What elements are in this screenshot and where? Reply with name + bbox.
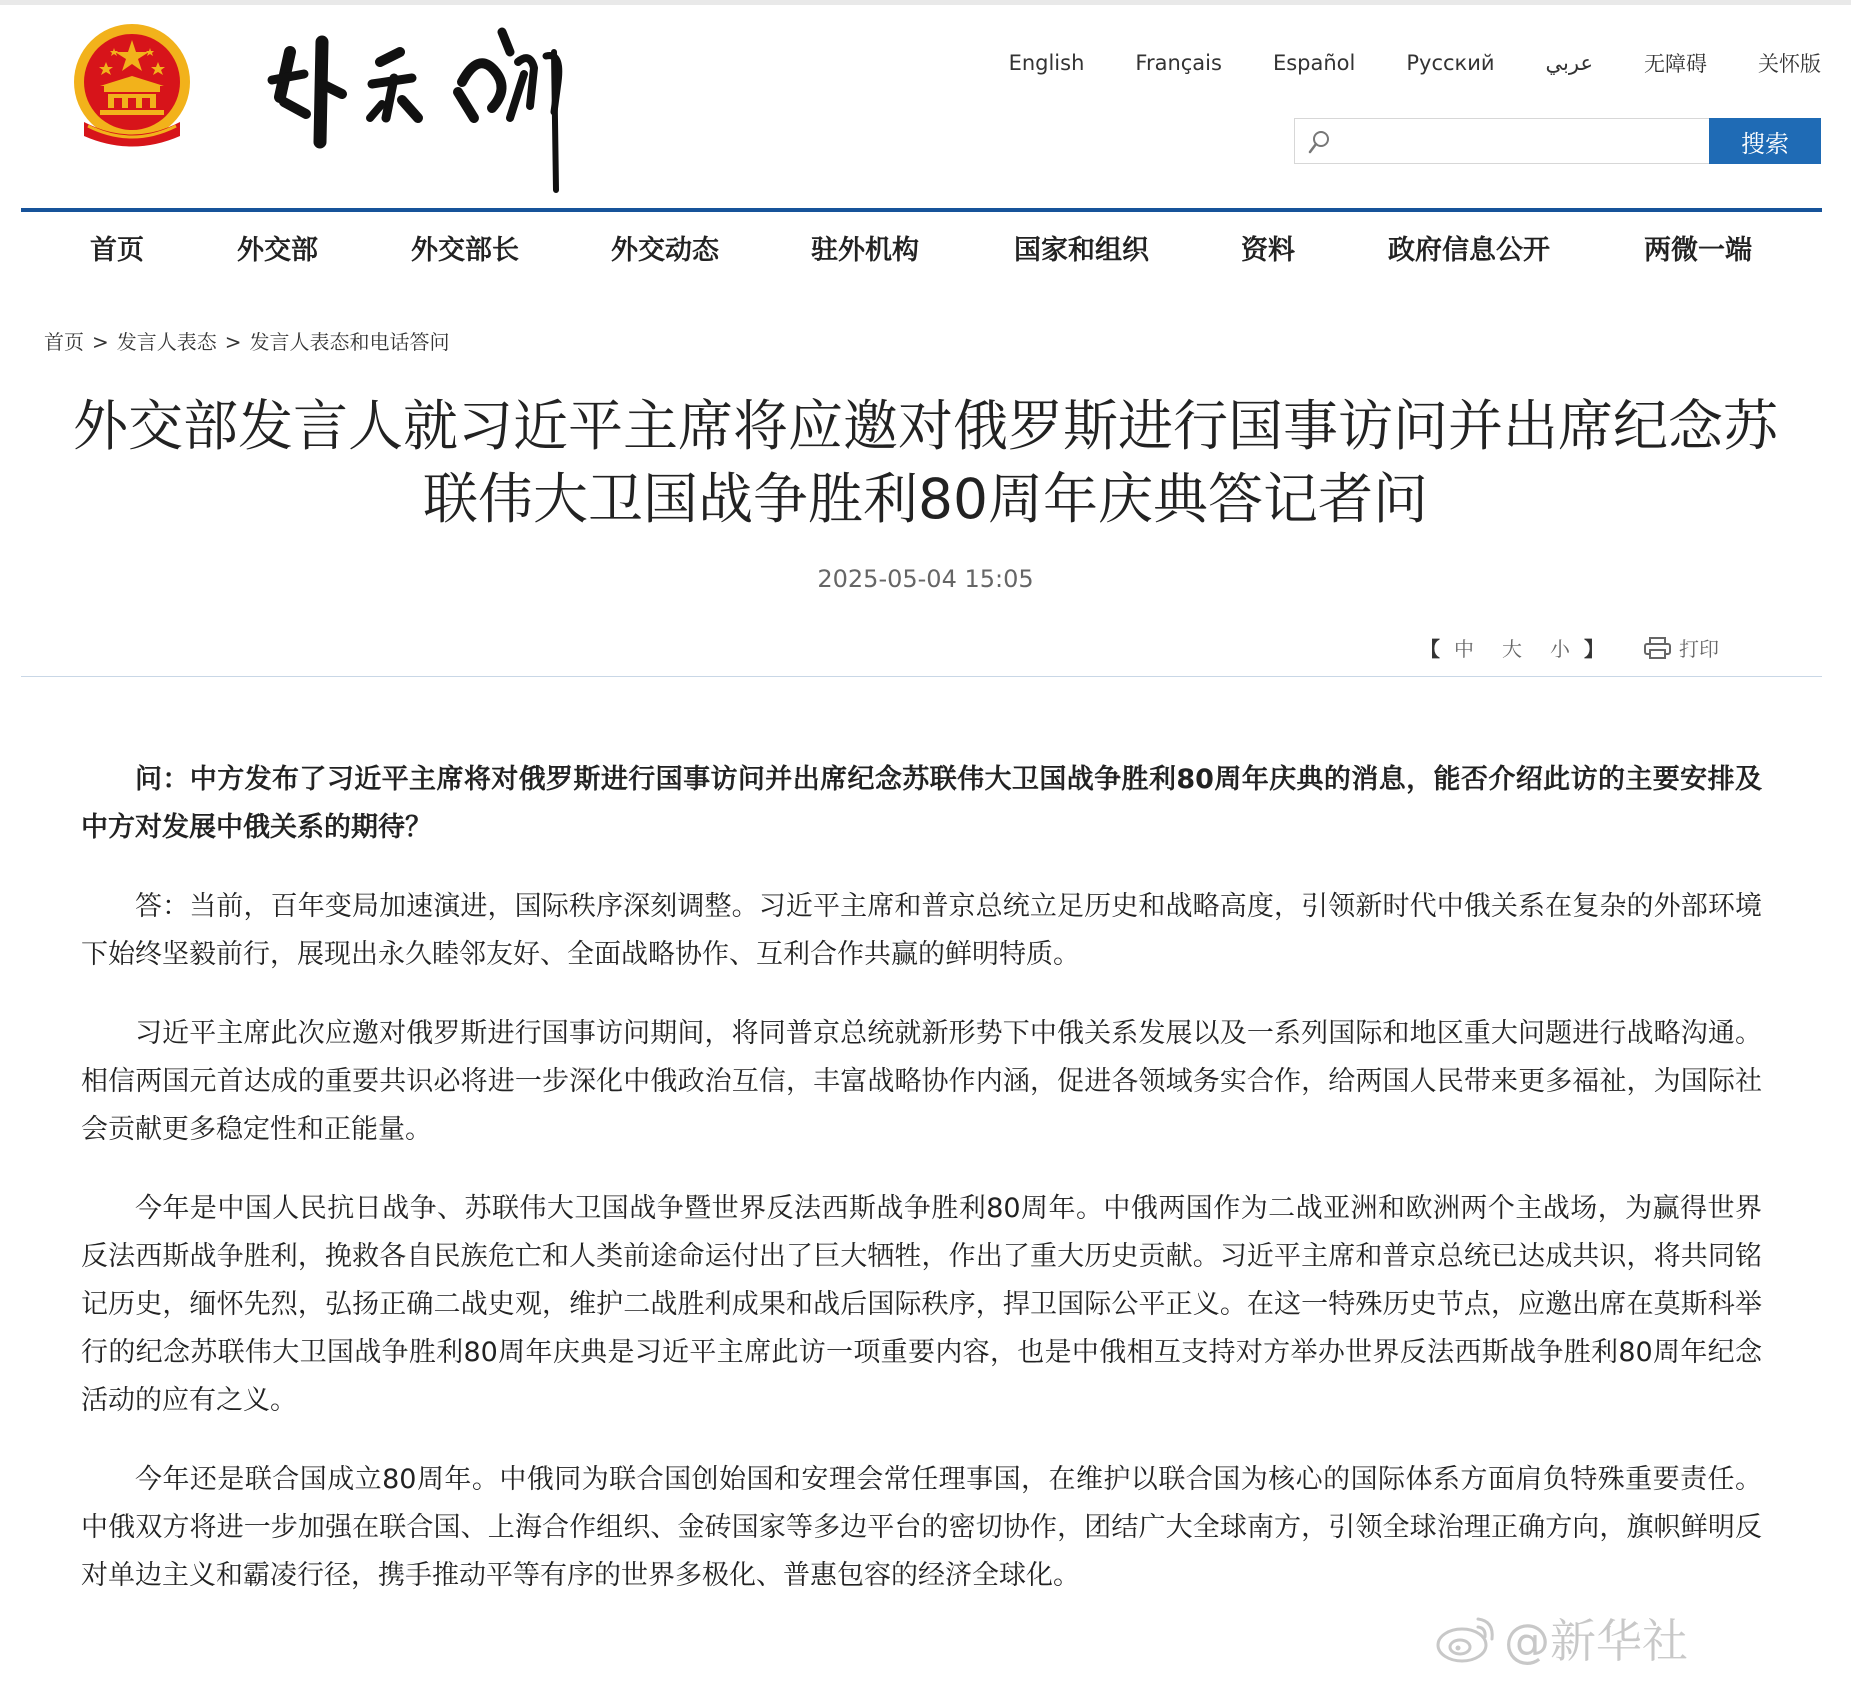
nav-item-minister[interactable]: 外交部长 [411, 235, 519, 266]
search-box [1294, 118, 1709, 164]
lang-russian[interactable]: Русский [1406, 51, 1495, 75]
nav-item-diplomatic-news[interactable]: 外交动态 [611, 235, 719, 266]
article-title-line1: 外交部发言人就习近平主席将应邀对俄罗斯进行国事访问并出席纪念苏 [72, 394, 1778, 458]
nav-item-home[interactable]: 首页 [90, 235, 144, 266]
font-size-bracket-close: 】 [1584, 637, 1604, 661]
article-title [60, 390, 1791, 536]
publish-date: 2025-05-04 15:05 [817, 565, 1034, 593]
lang-spanish[interactable]: Español [1272, 51, 1356, 75]
watermark-text: @新华社 [1504, 1614, 1688, 1668]
article-tools [1420, 633, 1719, 662]
accessibility-link[interactable]: 无障碍 [1644, 52, 1707, 76]
breadcrumb-separator: > [224, 330, 242, 354]
lang-french[interactable]: Français [1135, 51, 1222, 75]
answer-paragraph: 答：当前，百年变局加速演进，国际秩序深刻调整。习近平主席和普京总统立足历史和战略高度，引领新时代中俄关系在复杂的外部环境下始终坚毅前行，展现出永久睦邻友好、全面战略协作、互利合作共赢的鲜明特质。 [81, 891, 1762, 970]
title-divider [21, 676, 1822, 677]
answer-paragraph: 习近平主席此次应邀对俄罗斯进行国事访问期间，将同普京总统就新形势下中俄关系发展以及一系列国际和地区重大问题进行战略沟通。相信两国元首达成的重要共识必将进一步深化中俄政治互信，丰富战略协作内涵，促进各领域务实合作，给两国人民带来更多福祉，为国际社会贡献更多稳定性和正能量。 [81, 1018, 1762, 1145]
nav-item-countries-orgs[interactable]: 国家和组织 [1014, 235, 1149, 266]
elderly-care-version-link[interactable]: 关怀版 [1758, 52, 1821, 76]
font-size-bracket-open: 【 [1420, 637, 1440, 661]
breadcrumb-current[interactable]: 发言人表态和电话答问 [249, 330, 450, 354]
language-links [1009, 48, 1821, 78]
search-bar [1294, 118, 1821, 164]
article-body [81, 756, 1762, 1631]
answer-paragraph: 今年是中国人民抗日战争、苏联伟大卫国战争暨世界反法西斯战争胜利80周年。中俄两国作为二战亚洲和欧洲两个主战场，为赢得世界反法西斯战争胜利，挽救各自民族危亡和人类前途命运付出了巨大牺牲，作出了重大历史贡献。习近平主席和普京总统已达成共识，将共同铭记历史，缅怀先烈，弘扬正确二战史观，维护二战胜利成果和战后国际秩序，捍卫国际公平正义。在这一特殊历史节点，应邀出席在莫斯科举行的纪念苏联伟大卫国战争胜利80周年庆典是习近平主席此访一项重要内容，也是中俄相互支持对方举办世界反法西斯战争胜利80周年纪念活动的应有之义。 [81, 1193, 1762, 1416]
nav-item-ministry[interactable]: 外交部 [237, 235, 318, 266]
top-strip [0, 0, 1851, 5]
question-paragraph: 问：中方发布了习近平主席将对俄罗斯进行国事访问并出席纪念苏联伟大卫国战争胜利80周年庆典的消息，能否介绍此访的主要安排及中方对发展中俄关系的期待？ [81, 764, 1762, 843]
font-size-medium[interactable]: 中 [1454, 637, 1474, 661]
search-icon [1305, 128, 1333, 156]
print-label: 打印 [1679, 637, 1719, 661]
print-button[interactable] [1644, 633, 1719, 662]
national-emblem-logo[interactable] [70, 22, 195, 157]
nav-top-line [21, 208, 1822, 212]
search-input[interactable] [1295, 119, 1709, 163]
font-size-large[interactable]: 大 [1502, 637, 1522, 661]
ministry-calligraphy-logo[interactable] [262, 22, 602, 194]
nav-item-resources[interactable]: 资料 [1241, 235, 1295, 266]
nav-item-gov-info[interactable]: 政府信息公开 [1388, 235, 1550, 266]
breadcrumb [44, 326, 450, 355]
nav-item-social-platforms[interactable]: 两微一端 [1644, 235, 1752, 266]
weibo-icon [1434, 1611, 1498, 1665]
nav-item-missions-abroad[interactable]: 驻外机构 [811, 235, 919, 266]
breadcrumb-spokesperson[interactable]: 发言人表态 [116, 330, 217, 354]
font-size-small[interactable]: 小 [1550, 637, 1570, 661]
printer-icon [1644, 637, 1671, 659]
xinhua-weibo-watermark [1434, 1605, 1688, 1671]
lang-arabic[interactable]: عربي [1545, 51, 1593, 75]
main-nav [21, 228, 1822, 276]
answer-paragraph: 今年还是联合国成立80周年。中俄同为联合国创始国和安理会常任理事国，在维护以联合国为核心的国际体系方面肩负特殊重要责任。中俄双方将进一步加强在联合国、上海合作组织、金砖国家等多边平台的密切协作，团结广大全球南方，引领全球治理正确方向，旗帜鲜明反对单边主义和霸凌行径，携手推动平等有序的世界多极化、普惠包容的经济全球化。 [81, 1464, 1762, 1591]
breadcrumb-home[interactable]: 首页 [44, 330, 84, 354]
article-title-line2: 联伟大卫国战争胜利80周年庆典答记者问 [423, 467, 1428, 531]
breadcrumb-separator: > [92, 330, 109, 354]
search-button[interactable]: 搜索 [1709, 118, 1821, 164]
lang-english[interactable]: English [1008, 51, 1085, 75]
